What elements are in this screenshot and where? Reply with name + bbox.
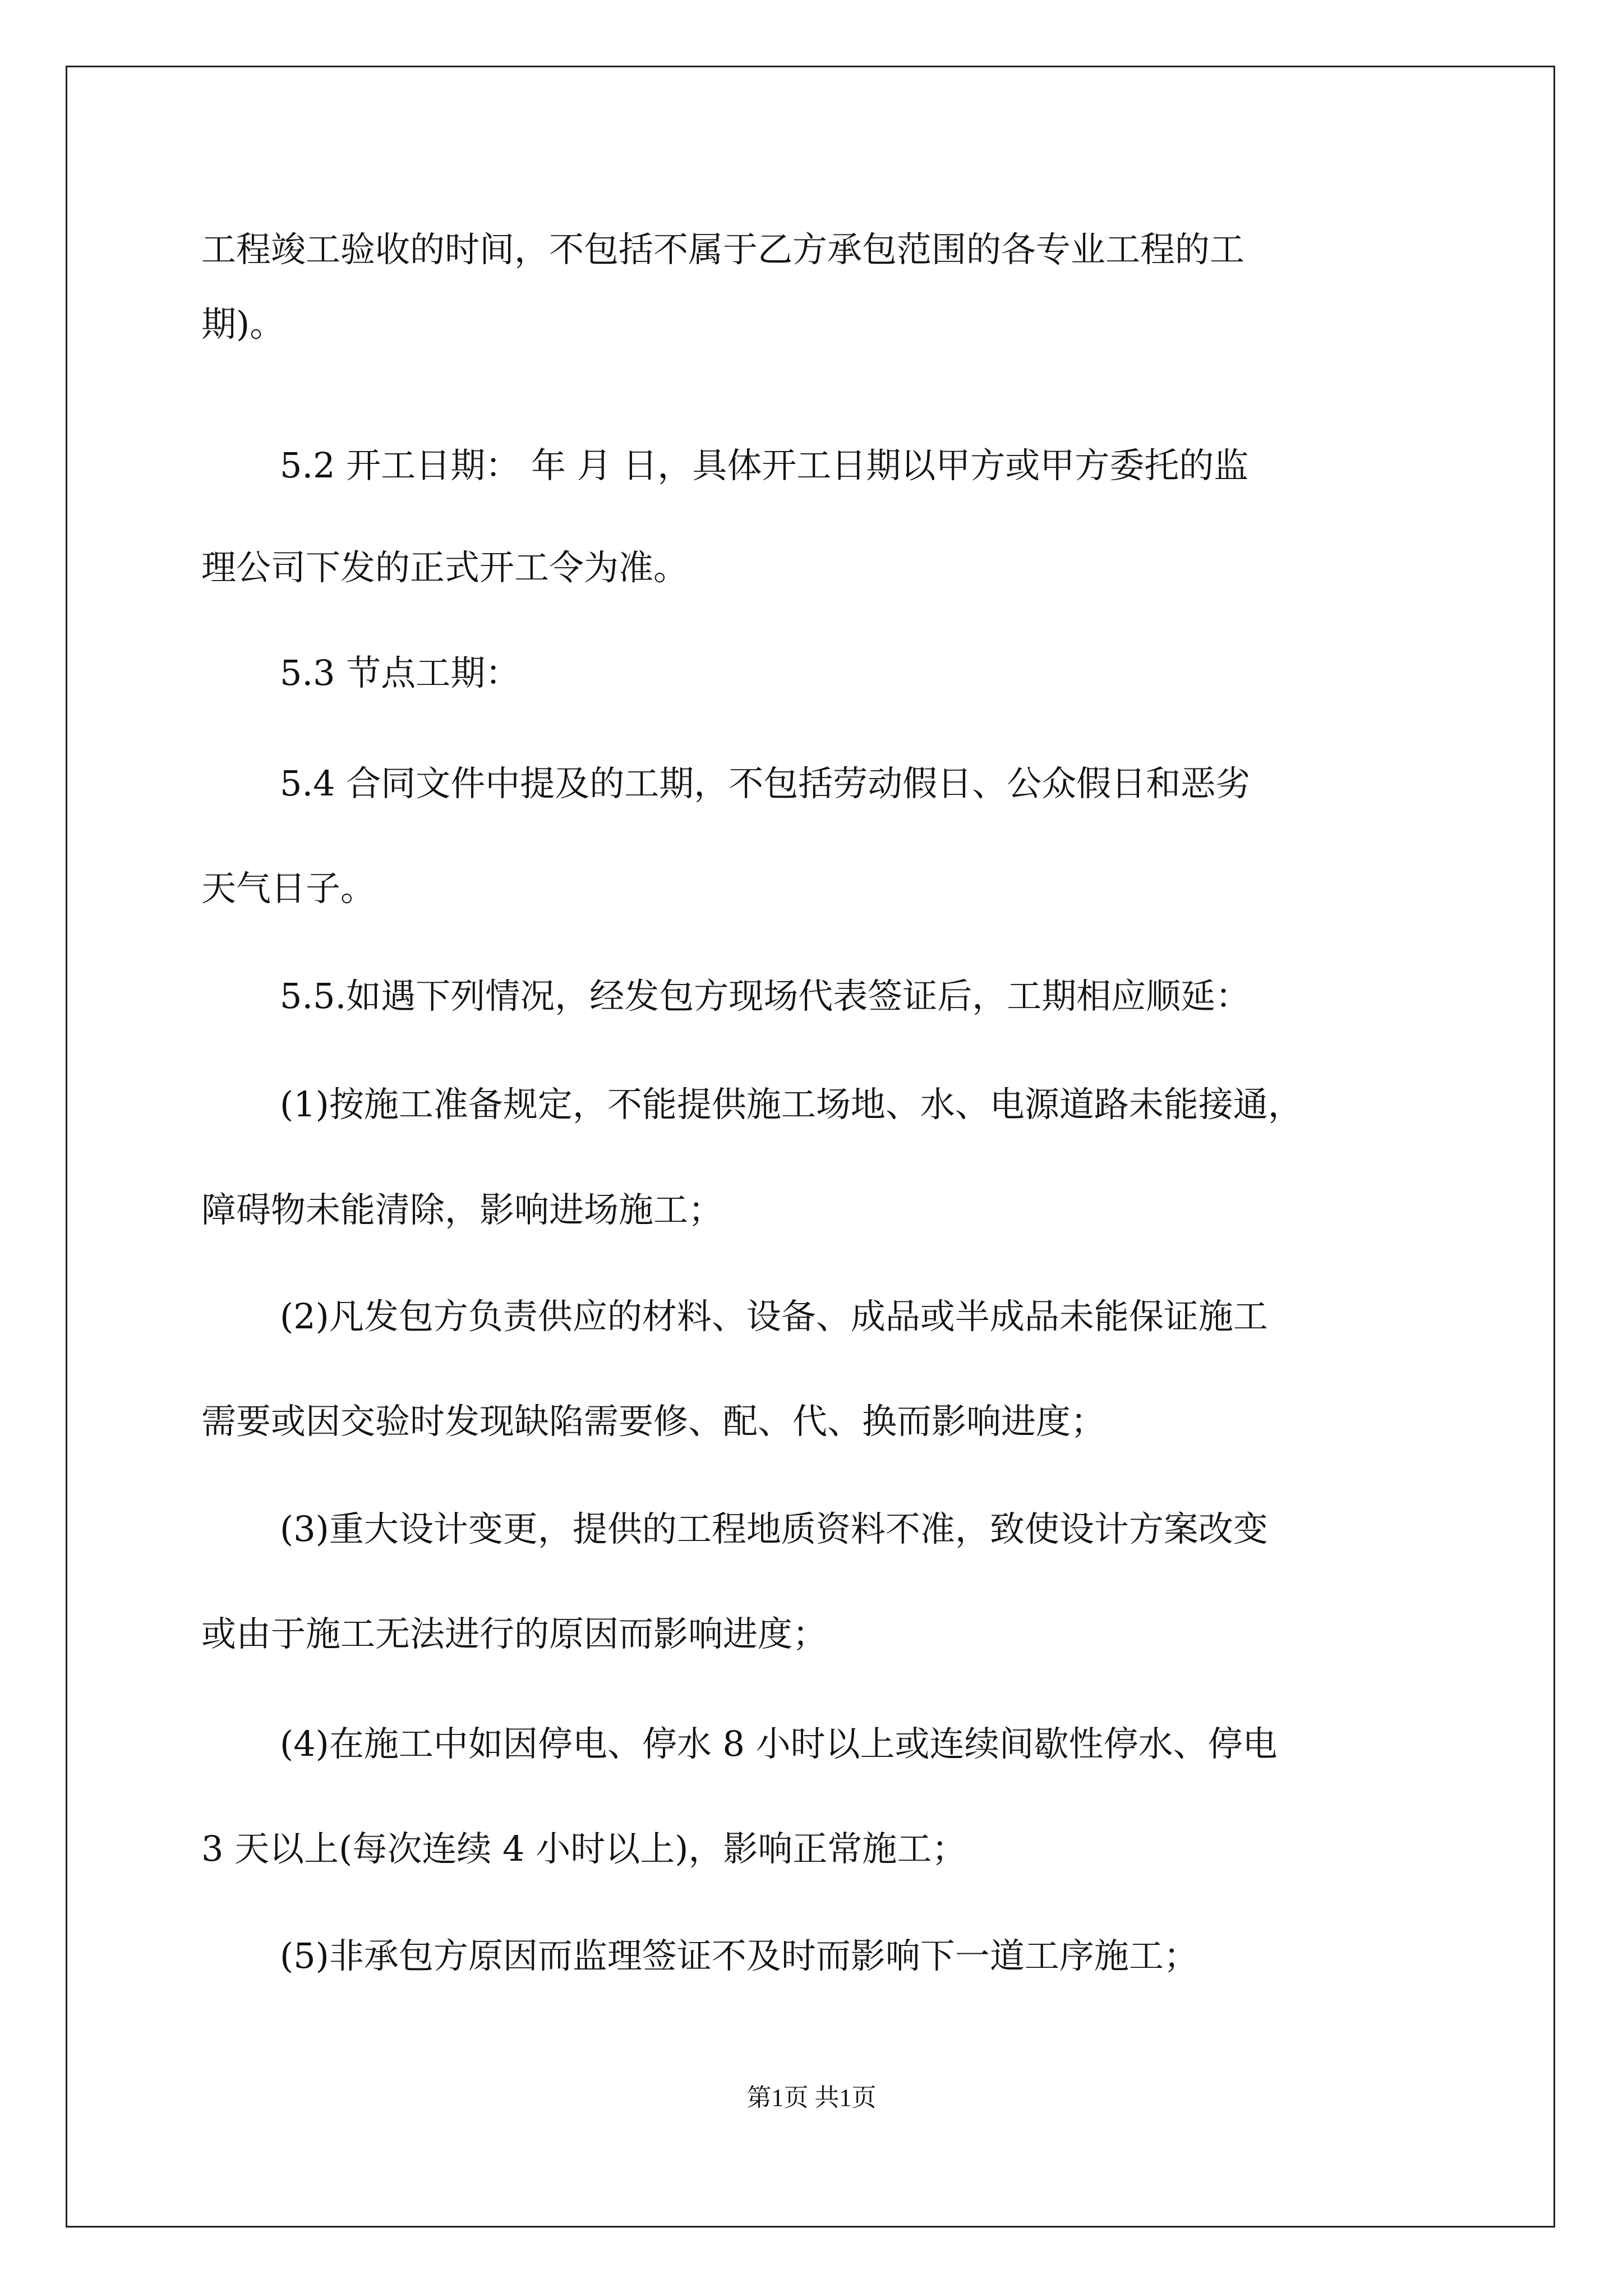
text-line: 3 天以上(每次连续 4 小时以上)，影响正常施工；: [201, 1828, 967, 1869]
paragraph-line: (1)按施工准备规定，不能提供施工场地、水、电源道路未能接通，: [280, 1084, 1303, 1125]
paragraph-line: (3)重大设计变更，提供的工程地质资料不准，致使设计方案改变: [280, 1508, 1268, 1549]
paragraph-line: 5.2 开工日期： 年 月 日，具体开工日期以甲方或甲方委托的监: [280, 445, 1249, 486]
text-line: 天气日子。: [201, 868, 376, 909]
paragraph-line: 5.5.如遇下列情况，经发包方现场代表签证后，工期相应顺延：: [280, 976, 1251, 1016]
text-line: 障碍物未能清除，影响进场施工；: [201, 1189, 723, 1230]
text-line: 工程竣工验收的时间，不包括不属于乙方承包范围的各专业工程的工: [201, 229, 1245, 270]
text-line: 理公司下发的正式开工令为准。: [201, 547, 689, 588]
text-line: 需要或因交验时发现缺陷需要修、配、代、换而影响进度；: [201, 1401, 1106, 1442]
page-border: [66, 66, 1555, 2228]
paragraph-line: (4)在施工中如因停电、停水 8 小时以上或连续间歇性停水、停电: [280, 1723, 1278, 1764]
text-line: 期)。: [201, 303, 285, 344]
text-line: 或由于施工无法进行的原因而影响进度；: [201, 1613, 828, 1654]
paragraph-line: (2)凡发包方负责供应的材料、设备、成品或半成品未能保证施工: [280, 1296, 1268, 1337]
paragraph-line: (5)非承包方原因而监理签证不及时而影响下一道工序施工；: [280, 1935, 1198, 1976]
paragraph-line: 5.3 节点工期：: [280, 652, 520, 693]
paragraph-line: 5.4 合同文件中提及的工期，不包括劳动假日、公众假日和恶劣: [280, 763, 1251, 804]
page-number-footer: 第1页 共1页: [746, 2084, 877, 2111]
